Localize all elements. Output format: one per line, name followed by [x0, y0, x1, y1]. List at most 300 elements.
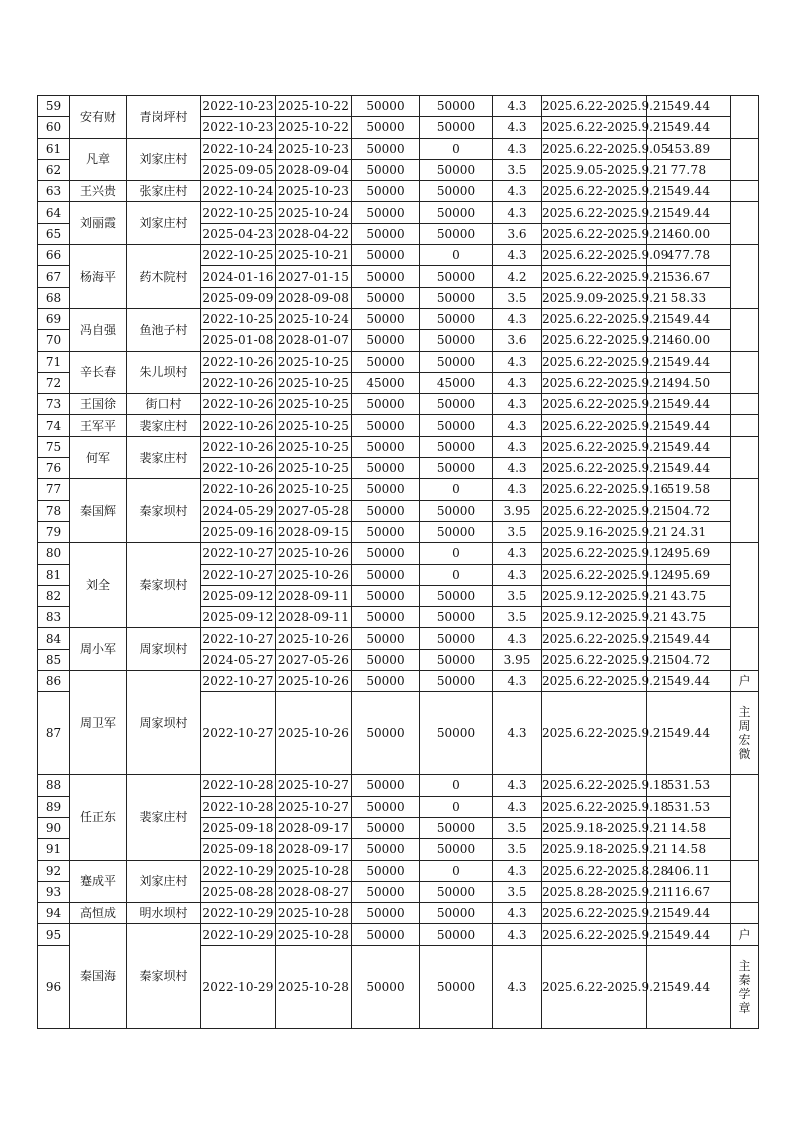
village-name: 青岗坪村 [127, 96, 201, 139]
remark-cell [731, 308, 759, 351]
table-row [38, 543, 759, 564]
table-row [38, 351, 759, 372]
interest-rate: 4.3 [493, 202, 542, 223]
loan-amount: 50000 [352, 585, 420, 606]
interest-rate: 3.5 [493, 287, 542, 308]
row-number: 65 [38, 223, 70, 244]
interest-rate: 4.3 [493, 117, 542, 138]
interest-amount: 549.44 [647, 308, 731, 329]
loan-end-date: 2028-01-07 [276, 330, 352, 351]
loan-balance: 50000 [420, 924, 493, 945]
loan-start-date: 2022-10-29 [201, 945, 276, 1028]
row-number: 62 [38, 159, 70, 180]
interest-rate: 4.3 [493, 860, 542, 881]
interest-rate: 4.3 [493, 394, 542, 415]
interest-rate: 3.5 [493, 839, 542, 860]
interest-period: 2025.9.12-2025.9.21 [542, 607, 647, 628]
loan-amount: 50000 [352, 860, 420, 881]
loan-amount: 50000 [352, 458, 420, 479]
loan-amount: 50000 [352, 881, 420, 902]
loan-balance: 50000 [420, 287, 493, 308]
row-number: 59 [38, 96, 70, 117]
loan-end-date: 2025-10-23 [276, 138, 352, 159]
loan-balance: 50000 [420, 351, 493, 372]
loan-end-date: 2028-09-15 [276, 521, 352, 542]
loan-interest-table [37, 95, 759, 1029]
interest-period: 2025.9.12-2025.9.21 [542, 585, 647, 606]
loan-amount: 50000 [352, 775, 420, 796]
row-number: 85 [38, 649, 70, 670]
interest-amount: 549.44 [647, 181, 731, 202]
row-number: 72 [38, 372, 70, 393]
remark-cell [731, 351, 759, 394]
table-body [38, 96, 759, 1029]
loan-start-date: 2022-10-24 [201, 138, 276, 159]
table-row [38, 479, 759, 500]
interest-period: 2025.6.22-2025.9.21 [542, 903, 647, 924]
loan-start-date: 2024-05-29 [201, 500, 276, 521]
loan-end-date: 2028-09-11 [276, 607, 352, 628]
interest-amount: 519.58 [647, 479, 731, 500]
interest-amount: 549.44 [647, 671, 731, 692]
borrower-name: 周卫军 [70, 671, 127, 775]
loan-start-date: 2022-10-25 [201, 245, 276, 266]
interest-rate: 4.3 [493, 564, 542, 585]
row-number: 96 [38, 945, 70, 1028]
village-name: 鱼池子村 [127, 308, 201, 351]
loan-amount: 50000 [352, 330, 420, 351]
loan-end-date: 2028-09-08 [276, 287, 352, 308]
interest-amount: 43.75 [647, 585, 731, 606]
loan-balance: 50000 [420, 903, 493, 924]
loan-amount: 50000 [352, 436, 420, 457]
interest-period: 2025.6.22-2025.9.21 [542, 117, 647, 138]
loan-end-date: 2025-10-27 [276, 796, 352, 817]
loan-balance: 50000 [420, 117, 493, 138]
row-number: 71 [38, 351, 70, 372]
table-row [38, 671, 759, 692]
row-number: 81 [38, 564, 70, 585]
loan-start-date: 2024-05-27 [201, 649, 276, 670]
row-number: 83 [38, 607, 70, 628]
interest-rate: 4.3 [493, 96, 542, 117]
row-number: 87 [38, 692, 70, 775]
loan-balance: 50000 [420, 817, 493, 838]
loan-amount: 50000 [352, 181, 420, 202]
row-number: 88 [38, 775, 70, 796]
interest-period: 2025.6.22-2025.9.21 [542, 202, 647, 223]
remark-note: 户 [731, 671, 759, 692]
interest-amount: 77.78 [647, 159, 731, 180]
interest-amount: 14.58 [647, 839, 731, 860]
interest-amount: 549.44 [647, 903, 731, 924]
table-row [38, 245, 759, 266]
row-number: 90 [38, 817, 70, 838]
loan-start-date: 2022-10-23 [201, 96, 276, 117]
interest-rate: 4.3 [493, 671, 542, 692]
interest-amount: 549.44 [647, 202, 731, 223]
loan-start-date: 2022-10-25 [201, 202, 276, 223]
interest-amount: 549.44 [647, 628, 731, 649]
table-row [38, 415, 759, 436]
loan-end-date: 2025-10-26 [276, 543, 352, 564]
interest-rate: 4.3 [493, 351, 542, 372]
loan-balance: 0 [420, 245, 493, 266]
loan-balance: 50000 [420, 415, 493, 436]
village-name: 刘家庄村 [127, 860, 201, 903]
loan-start-date: 2022-10-26 [201, 436, 276, 457]
interest-period: 2025.6.22-2025.9.21 [542, 372, 647, 393]
loan-start-date: 2022-10-26 [201, 394, 276, 415]
loan-amount: 50000 [352, 796, 420, 817]
remark-cell [731, 202, 759, 245]
interest-rate: 3.95 [493, 649, 542, 670]
interest-rate: 4.3 [493, 479, 542, 500]
loan-balance: 50000 [420, 458, 493, 479]
table-row [38, 436, 759, 457]
loan-start-date: 2025-09-16 [201, 521, 276, 542]
remark-cell [731, 245, 759, 309]
loan-balance: 50000 [420, 159, 493, 180]
loan-balance: 50000 [420, 308, 493, 329]
loan-amount: 50000 [352, 479, 420, 500]
interest-period: 2025.6.22-2025.9.21 [542, 415, 647, 436]
loan-start-date: 2025-04-23 [201, 223, 276, 244]
loan-end-date: 2025-10-25 [276, 436, 352, 457]
interest-period: 2025.9.18-2025.9.21 [542, 839, 647, 860]
loan-start-date: 2022-10-27 [201, 628, 276, 649]
loan-end-date: 2025-10-25 [276, 479, 352, 500]
row-number: 95 [38, 924, 70, 945]
row-number: 63 [38, 181, 70, 202]
loan-balance: 50000 [420, 330, 493, 351]
interest-rate: 3.5 [493, 607, 542, 628]
borrower-name: 任正东 [70, 775, 127, 860]
loan-amount: 50000 [352, 394, 420, 415]
loan-amount: 50000 [352, 924, 420, 945]
loan-end-date: 2025-10-22 [276, 96, 352, 117]
row-number: 84 [38, 628, 70, 649]
table-row [38, 96, 759, 117]
row-number: 69 [38, 308, 70, 329]
interest-period: 2025.6.22-2025.9.09 [542, 245, 647, 266]
loan-balance: 50000 [420, 692, 493, 775]
village-name: 周家坝村 [127, 628, 201, 671]
loan-end-date: 2025-10-25 [276, 458, 352, 479]
loan-end-date: 2025-10-24 [276, 202, 352, 223]
loan-start-date: 2022-10-26 [201, 479, 276, 500]
interest-period: 2025.9.18-2025.9.21 [542, 817, 647, 838]
loan-start-date: 2022-10-27 [201, 543, 276, 564]
table-row [38, 202, 759, 223]
village-name: 明水坝村 [127, 903, 201, 924]
remark-cell [731, 181, 759, 202]
loan-amount: 50000 [352, 564, 420, 585]
interest-rate: 4.2 [493, 266, 542, 287]
loan-balance: 50000 [420, 628, 493, 649]
loan-start-date: 2022-10-26 [201, 415, 276, 436]
remark-note: 户 [731, 924, 759, 945]
interest-rate: 3.5 [493, 585, 542, 606]
loan-amount: 50000 [352, 138, 420, 159]
borrower-name: 王兴贵 [70, 181, 127, 202]
remark-note: 主 秦 学 章 [731, 945, 759, 1028]
village-name: 街口村 [127, 394, 201, 415]
loan-end-date: 2025-10-26 [276, 671, 352, 692]
interest-rate: 3.5 [493, 881, 542, 902]
interest-period: 2025.6.22-2025.9.21 [542, 945, 647, 1028]
interest-amount: 549.44 [647, 351, 731, 372]
row-number: 70 [38, 330, 70, 351]
interest-rate: 4.3 [493, 436, 542, 457]
loan-balance: 0 [420, 860, 493, 881]
loan-amount: 50000 [352, 266, 420, 287]
loan-start-date: 2025-09-12 [201, 607, 276, 628]
loan-end-date: 2025-10-28 [276, 903, 352, 924]
interest-amount: 549.44 [647, 415, 731, 436]
loan-balance: 45000 [420, 372, 493, 393]
interest-amount: 549.44 [647, 458, 731, 479]
interest-amount: 477.78 [647, 245, 731, 266]
loan-start-date: 2025-09-12 [201, 585, 276, 606]
loan-amount: 50000 [352, 500, 420, 521]
loan-end-date: 2025-10-26 [276, 564, 352, 585]
loan-end-date: 2025-10-22 [276, 117, 352, 138]
loan-balance: 50000 [420, 585, 493, 606]
interest-rate: 4.3 [493, 543, 542, 564]
interest-rate: 4.3 [493, 138, 542, 159]
village-name: 裴家庄村 [127, 415, 201, 436]
remark-cell [731, 860, 759, 903]
interest-amount: 504.72 [647, 500, 731, 521]
loan-balance: 50000 [420, 881, 493, 902]
loan-amount: 50000 [352, 96, 420, 117]
interest-amount: 460.00 [647, 330, 731, 351]
remark-cell [731, 543, 759, 628]
interest-amount: 536.67 [647, 266, 731, 287]
loan-start-date: 2025-09-18 [201, 839, 276, 860]
borrower-name: 周小军 [70, 628, 127, 671]
table-row [38, 860, 759, 881]
interest-rate: 4.3 [493, 692, 542, 775]
loan-balance: 50000 [420, 202, 493, 223]
loan-amount: 50000 [352, 287, 420, 308]
loan-end-date: 2025-10-28 [276, 945, 352, 1028]
loan-amount: 50000 [352, 903, 420, 924]
interest-rate: 4.3 [493, 245, 542, 266]
loan-balance: 50000 [420, 500, 493, 521]
loan-amount: 50000 [352, 308, 420, 329]
loan-amount: 50000 [352, 839, 420, 860]
row-number: 61 [38, 138, 70, 159]
row-number: 94 [38, 903, 70, 924]
interest-rate: 4.3 [493, 415, 542, 436]
interest-period: 2025.6.22-2025.9.21 [542, 649, 647, 670]
interest-period: 2025.6.22-2025.9.18 [542, 775, 647, 796]
interest-period: 2025.6.22-2025.9.12 [542, 564, 647, 585]
interest-period: 2025.6.22-2025.9.21 [542, 96, 647, 117]
loan-amount: 50000 [352, 351, 420, 372]
borrower-name: 刘全 [70, 543, 127, 628]
loan-start-date: 2022-10-27 [201, 564, 276, 585]
loan-end-date: 2028-04-22 [276, 223, 352, 244]
loan-end-date: 2025-10-25 [276, 351, 352, 372]
borrower-name: 王国徐 [70, 394, 127, 415]
table-row [38, 924, 759, 945]
loan-amount: 50000 [352, 692, 420, 775]
loan-end-date: 2025-10-24 [276, 308, 352, 329]
interest-period: 2025.6.22-2025.9.21 [542, 692, 647, 775]
interest-period: 2025.6.22-2025.9.16 [542, 479, 647, 500]
loan-balance: 50000 [420, 436, 493, 457]
borrower-name: 秦国辉 [70, 479, 127, 543]
interest-amount: 531.53 [647, 796, 731, 817]
row-number: 75 [38, 436, 70, 457]
loan-amount: 50000 [352, 628, 420, 649]
loan-amount: 50000 [352, 202, 420, 223]
interest-amount: 24.31 [647, 521, 731, 542]
remark-cell [731, 436, 759, 479]
loan-end-date: 2028-09-17 [276, 839, 352, 860]
interest-period: 2025.6.22-2025.9.21 [542, 436, 647, 457]
interest-rate: 3.5 [493, 159, 542, 180]
table-row [38, 628, 759, 649]
borrower-name: 安有财 [70, 96, 127, 139]
loan-amount: 50000 [352, 945, 420, 1028]
loan-end-date: 2025-10-27 [276, 775, 352, 796]
loan-balance: 50000 [420, 181, 493, 202]
row-number: 79 [38, 521, 70, 542]
interest-period: 2025.6.22-2025.9.12 [542, 543, 647, 564]
interest-amount: 549.44 [647, 436, 731, 457]
interest-period: 2025.9.09-2025.9.21 [542, 287, 647, 308]
loan-end-date: 2028-09-04 [276, 159, 352, 180]
loan-end-date: 2025-10-28 [276, 924, 352, 945]
interest-amount: 43.75 [647, 607, 731, 628]
loan-end-date: 2027-01-15 [276, 266, 352, 287]
interest-amount: 494.50 [647, 372, 731, 393]
interest-amount: 495.69 [647, 564, 731, 585]
borrower-name: 高恒成 [70, 903, 127, 924]
loan-end-date: 2025-10-26 [276, 628, 352, 649]
interest-period: 2025.6.22-2025.8.28 [542, 860, 647, 881]
row-number: 67 [38, 266, 70, 287]
interest-rate: 4.3 [493, 372, 542, 393]
interest-amount: 549.44 [647, 945, 731, 1028]
borrower-name: 杨海平 [70, 245, 127, 309]
interest-rate: 4.3 [493, 775, 542, 796]
loan-end-date: 2025-10-26 [276, 692, 352, 775]
village-name: 裴家庄村 [127, 436, 201, 479]
loan-start-date: 2022-10-27 [201, 671, 276, 692]
loan-end-date: 2027-05-26 [276, 649, 352, 670]
interest-period: 2025.6.22-2025.9.21 [542, 223, 647, 244]
loan-balance: 0 [420, 138, 493, 159]
interest-rate: 4.3 [493, 181, 542, 202]
interest-rate: 4.3 [493, 924, 542, 945]
loan-amount: 50000 [352, 415, 420, 436]
village-name: 周家坝村 [127, 671, 201, 775]
interest-amount: 406.11 [647, 860, 731, 881]
interest-amount: 549.44 [647, 117, 731, 138]
loan-end-date: 2028-09-11 [276, 585, 352, 606]
village-name: 秦家坝村 [127, 924, 201, 1028]
remark-cell [731, 138, 759, 181]
row-number: 64 [38, 202, 70, 223]
loan-start-date: 2025-09-09 [201, 287, 276, 308]
interest-amount: 549.44 [647, 692, 731, 775]
loan-start-date: 2022-10-26 [201, 351, 276, 372]
loan-amount: 50000 [352, 521, 420, 542]
loan-end-date: 2025-10-21 [276, 245, 352, 266]
borrower-name: 冯自强 [70, 308, 127, 351]
loan-start-date: 2025-01-08 [201, 330, 276, 351]
loan-amount: 50000 [352, 817, 420, 838]
loan-start-date: 2022-10-26 [201, 458, 276, 479]
loan-start-date: 2024-01-16 [201, 266, 276, 287]
interest-period: 2025.6.22-2025.9.21 [542, 458, 647, 479]
remark-cell [731, 479, 759, 543]
loan-amount: 50000 [352, 117, 420, 138]
table-row [38, 775, 759, 796]
loan-balance: 50000 [420, 839, 493, 860]
remark-cell [731, 628, 759, 671]
row-number: 60 [38, 117, 70, 138]
interest-rate: 4.3 [493, 903, 542, 924]
loan-amount: 45000 [352, 372, 420, 393]
borrower-name: 王军平 [70, 415, 127, 436]
loan-amount: 50000 [352, 223, 420, 244]
loan-amount: 50000 [352, 607, 420, 628]
loan-balance: 50000 [420, 223, 493, 244]
interest-period: 2025.6.22-2025.9.21 [542, 181, 647, 202]
loan-end-date: 2025-10-25 [276, 415, 352, 436]
borrower-name: 凡章 [70, 138, 127, 181]
interest-rate: 4.3 [493, 796, 542, 817]
interest-amount: 549.44 [647, 96, 731, 117]
interest-period: 2025.6.22-2025.9.21 [542, 628, 647, 649]
loan-balance: 50000 [420, 394, 493, 415]
loan-start-date: 2025-09-18 [201, 817, 276, 838]
row-number: 93 [38, 881, 70, 902]
table-row [38, 308, 759, 329]
loan-balance: 0 [420, 564, 493, 585]
interest-amount: 453.89 [647, 138, 731, 159]
loan-balance: 0 [420, 479, 493, 500]
loan-start-date: 2022-10-28 [201, 775, 276, 796]
loan-balance: 0 [420, 796, 493, 817]
loan-start-date: 2022-10-28 [201, 796, 276, 817]
loan-end-date: 2025-10-28 [276, 860, 352, 881]
row-number: 86 [38, 671, 70, 692]
village-name: 刘家庄村 [127, 202, 201, 245]
loan-start-date: 2022-10-26 [201, 372, 276, 393]
loan-balance: 50000 [420, 649, 493, 670]
loan-end-date: 2027-05-28 [276, 500, 352, 521]
interest-rate: 3.5 [493, 521, 542, 542]
borrower-name: 刘丽霞 [70, 202, 127, 245]
interest-period: 2025.6.22-2025.9.21 [542, 308, 647, 329]
loan-start-date: 2022-10-29 [201, 924, 276, 945]
borrower-name: 辛长春 [70, 351, 127, 394]
interest-period: 2025.8.28-2025.9.21 [542, 881, 647, 902]
interest-amount: 495.69 [647, 543, 731, 564]
interest-period: 2025.6.22-2025.9.21 [542, 500, 647, 521]
row-number: 89 [38, 796, 70, 817]
interest-amount: 549.44 [647, 924, 731, 945]
loan-end-date: 2028-09-17 [276, 817, 352, 838]
loan-start-date: 2022-10-24 [201, 181, 276, 202]
